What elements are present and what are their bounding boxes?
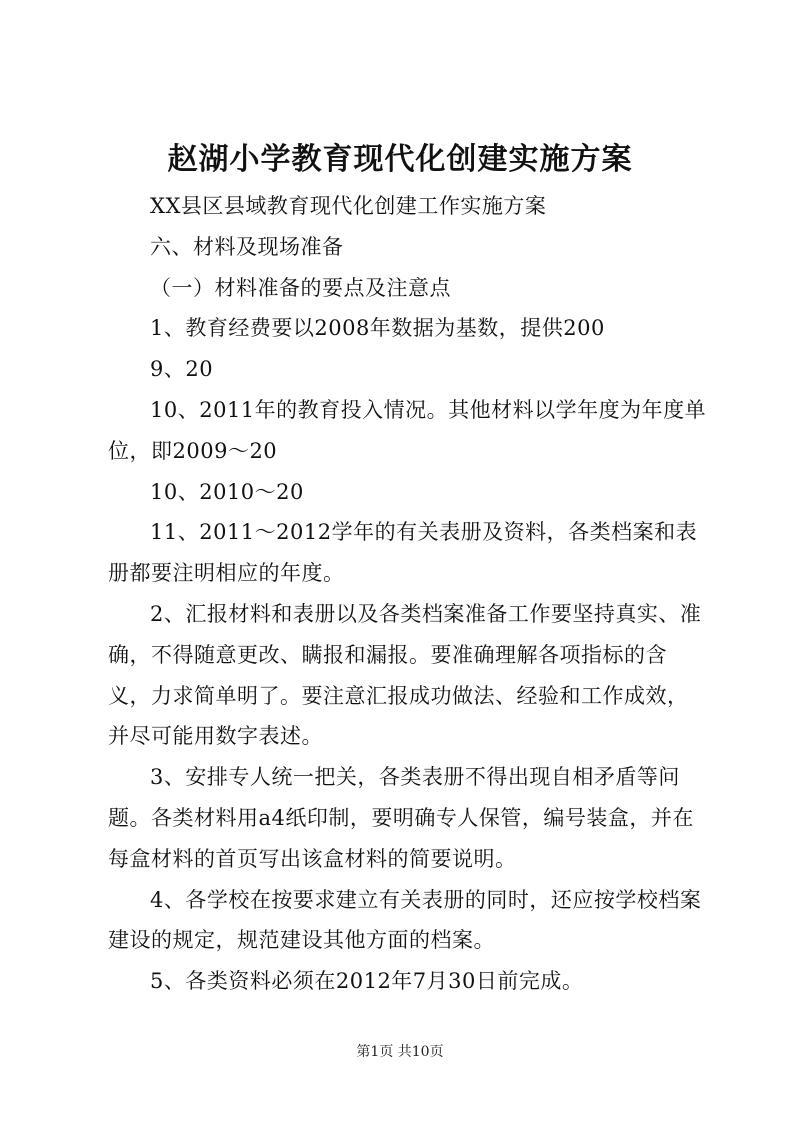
paragraph: XX县区县域教育现代化创建工作实施方案 <box>150 194 547 218</box>
paragraph: （一）材料准备的要点及注意点 <box>150 275 451 300</box>
paragraph: 10、2011年的教育投入情况。其他材料以学年度为年度单位，即2009～20 <box>108 397 707 463</box>
document-body <box>108 186 708 1002</box>
paragraph: 9、20 <box>150 357 214 382</box>
paragraph: 11、2011～2012学年的有关表册及资料，各类档案和表册都要注明相应的年度。 <box>108 520 698 586</box>
paragraph: 4、各学校在按要求建立有关表册的同时，还应按学校档案建设的规定，规范建设其他方面的档案。 <box>108 887 702 953</box>
paragraph: 六、材料及现场准备 <box>150 234 344 259</box>
paragraph: 2、汇报材料和表册以及各类档案准备工作要坚持真实、准确，不得随意更改、瞒报和漏报。要准确理解各项指标的含义，力求简单明了。要注意汇报成功做法、经验和工作成效，并尽可能用数字表述。 <box>108 601 702 749</box>
paragraph: 3、安排专人统一把关，各类表册不得出现自相矛盾等问题。各类材料用a4纸印制，要明确专人保管，编号装盒，并在每盒材料的首页写出该盒材料的简要说明。 <box>108 765 694 871</box>
paragraph: 1、教育经费要以2008年数据为基数，提供200 <box>150 316 605 341</box>
document-title: 赵湖小学教育现代化创建实施方案 <box>167 142 633 177</box>
paragraph: 10、2010～20 <box>150 479 304 504</box>
page-footer: 第1页 共10页 <box>356 1044 444 1060</box>
paragraph: 5、各类资料必须在2012年7月30日前完成。 <box>150 969 584 994</box>
